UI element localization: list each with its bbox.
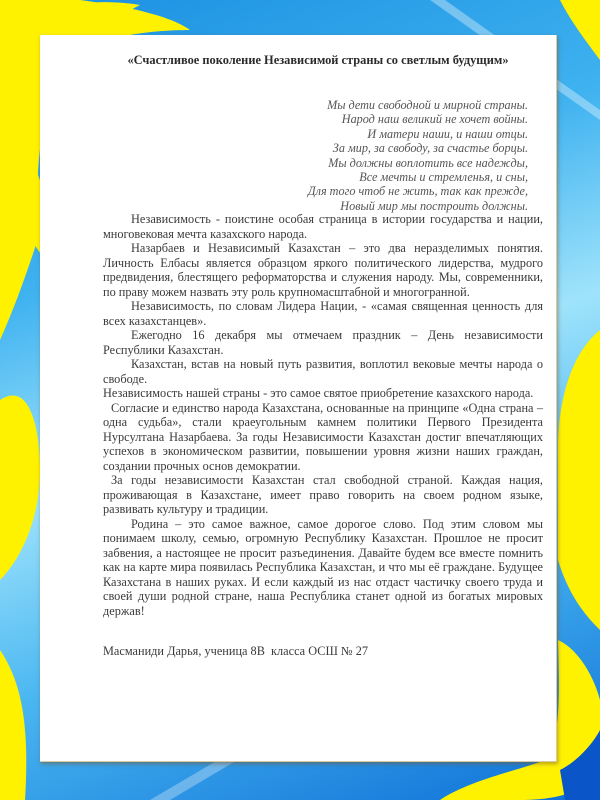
poem-line: Все мечты и стремленья, и сны, (359, 170, 528, 185)
ornament-left-mid (0, 395, 40, 580)
document-title: «Счастливое поколение Независимой страны со светлым будущим» (127, 53, 509, 67)
author-signature: Масманиди Дарья, ученица 8В класса ОСШ № 27 (103, 644, 369, 658)
paragraph: Независимость нашей страны - это самое святое приобретение казахского народа. (103, 386, 534, 400)
paragraph: За годы независимости Казахстан стал свободной страной. Каждая нация, проживающая в Казахстане, имеет право говорить на своем родном языке, развивать культуру и традиции. (103, 473, 543, 516)
poem-line: За мир, за свободу, за счастье борцы. (332, 141, 528, 156)
poem-line: Народ наш великий не хочет войны. (341, 112, 528, 127)
poem-line: Мы дети свободной и мирной страны. (327, 98, 528, 112)
paragraph: Независимость, по словам Лидера Нации, - «самая священная ценность для всех казахстанцев». (103, 299, 543, 328)
ornament-right-mid (558, 330, 600, 630)
paragraph: Независимость - поистине особая страница в истории государства и нации, многовековая мечта казахского народа. (103, 212, 543, 241)
paragraph: Казахстан, встав на новый путь развития, воплотил вековые мечты народа о свободе. (103, 357, 543, 386)
paragraph: Ежегодно 16 декабря мы отмечаем праздник – День независимости Республики Казахстан. (103, 328, 543, 357)
poem-line: И матери наши, и наши отцы. (367, 126, 528, 141)
poem-line: Новый мир мы построить должны. (340, 198, 528, 213)
poem-line: Мы должны воплотить все надежды, (328, 155, 528, 170)
paragraph: Родина – это самое важное, самое дорогое слово. Под этим словом мы понимаем школу, семью, огромную Республику Казахстан. Прошлое не просит забвения, а настоящее не просит разъединения. Давайте будем все вместе помнить как на карте мира появилась Республика Казахстан, и что мы её граждане. Будущее Казахстана в наших руках. И если каждый из нас отдаст частичку своего труда и своей души родной стране, наша Республика станет одной из богатых мировых держав! (103, 516, 543, 618)
paragraph: Согласие и единство народа Казахстана, основанные на принципе «Одна страна – одна судьба», стали краеугольным камнем политики Первого Президента Нурсултана Назарбаева. За годы Независимости Казахстан достиг впечатляющих успехов в экономическом развитии, повышении уровня жизни наших граждан, создании прочных основ демократии. (103, 400, 543, 473)
ornament-top-right (560, 0, 600, 60)
paragraph: Назарбаев и Независимый Казахстан – это два неразделимых понятия. Личность Елбасы является образцом яркого политического лидерства, мудрого предвидения, блестящего реформаторства и служения народу. Мы, современники, по праву можем назвать эту роль крупномасштабной и многогранной. (103, 241, 543, 299)
essay-body (103, 212, 543, 618)
poem-line: Для того чтоб не жить, так как прежде, (307, 184, 528, 199)
ornament-bottom-left (0, 650, 26, 800)
epigraph-poem (308, 98, 528, 213)
document-page (40, 35, 557, 762)
